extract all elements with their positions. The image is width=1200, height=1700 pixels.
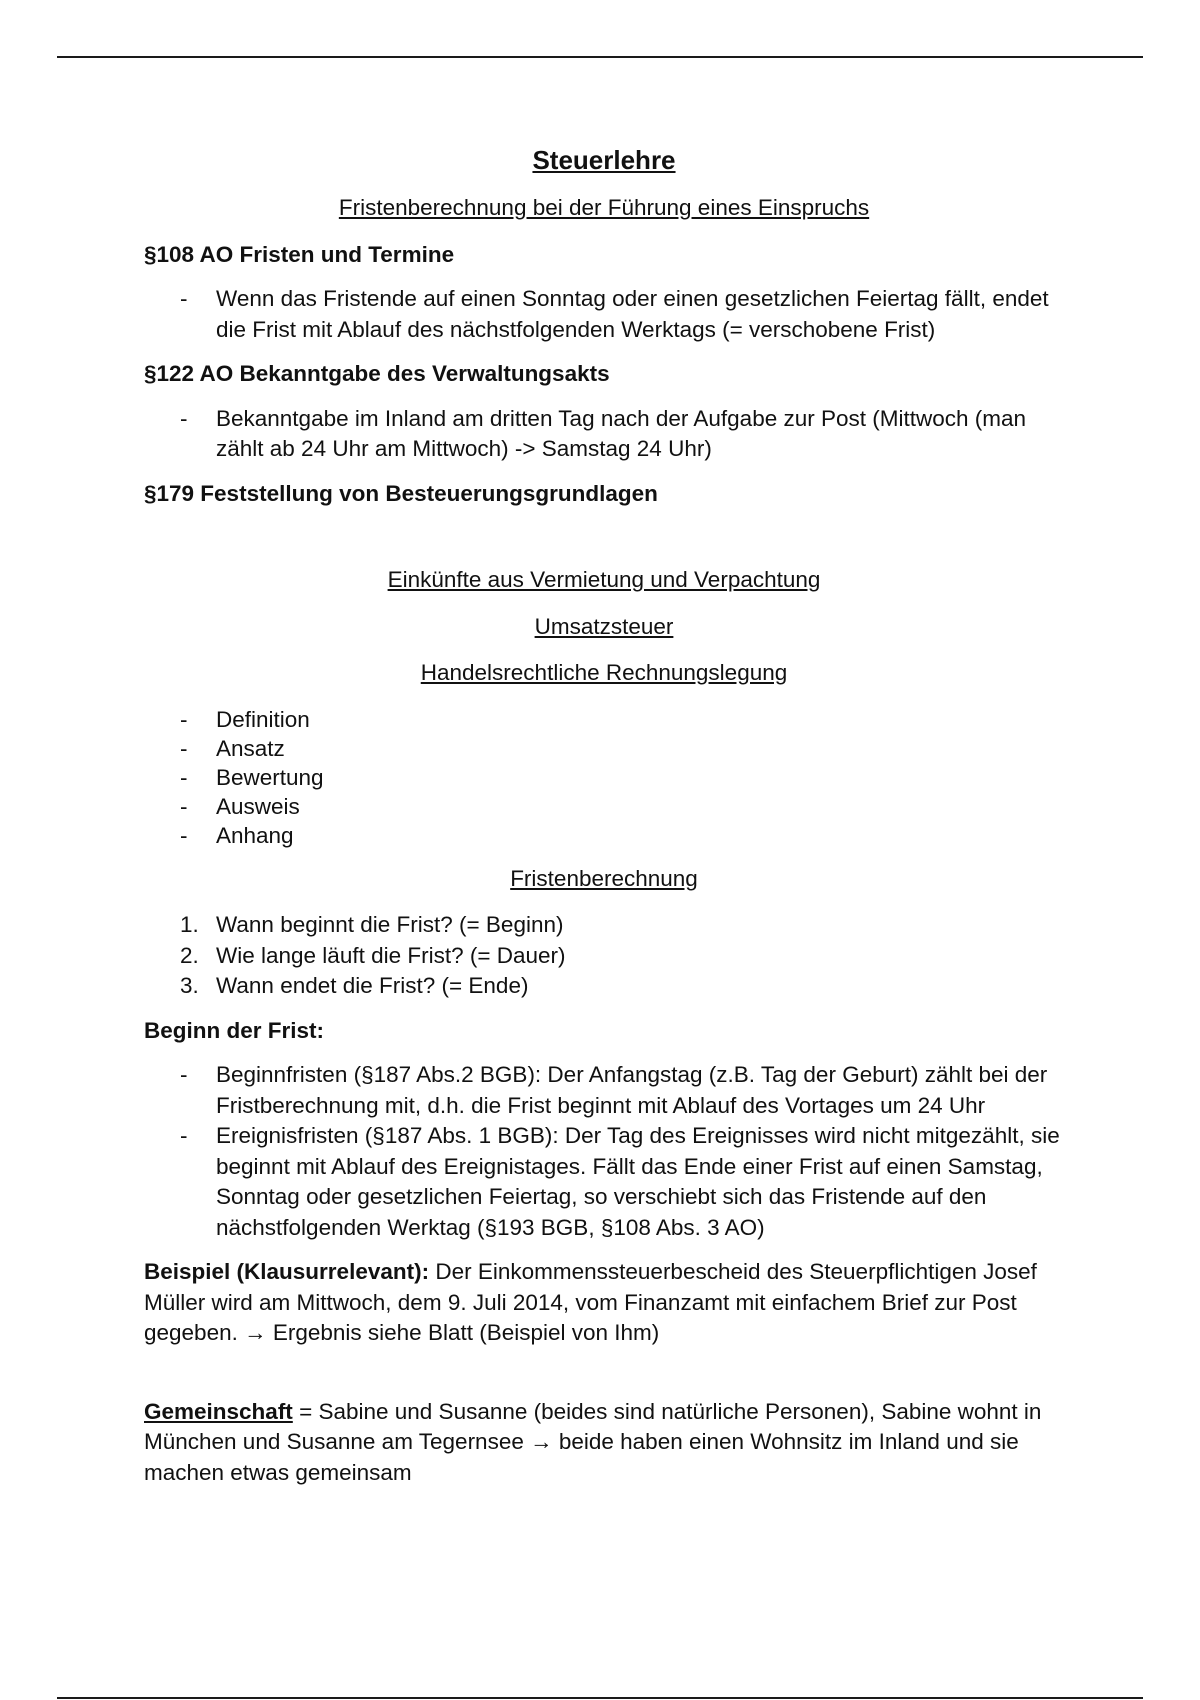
spacer: [144, 523, 1064, 565]
gemeinschaft-paragraph: [144, 1397, 1064, 1489]
list-item-text: Bekanntgabe im Inland am dritten Tag nach der Aufgabe zur Post (Mittwoch (man zählt ab 24 Uhr am Mittwoch) -> Samstag 24 Uhr): [216, 405, 1027, 461]
list-item-text: Definition: [216, 706, 310, 732]
dash-marker: -: [180, 793, 188, 819]
list-item-text: Bewertung: [216, 764, 324, 790]
list-beginn: [144, 1060, 1064, 1243]
list-item: [144, 821, 1064, 850]
beispiel-paragraph: [144, 1257, 1064, 1349]
top-rule: [57, 56, 1143, 58]
spacer: [144, 1363, 1064, 1397]
list-item-text: Wie lange läuft die Frist? (= Dauer): [216, 942, 566, 968]
number-marker: 2.: [180, 942, 199, 968]
topic-handelsrecht: Handelsrechtliche Rechnungslegung: [420, 660, 788, 685]
list-item-text: Wann endet die Frist? (= Ende): [216, 973, 529, 998]
bottom-rule: [57, 1697, 1143, 1699]
page-subtitle: Fristenberechnung bei der Führung eines Einspruchs: [338, 195, 870, 220]
document-body: [144, 140, 1064, 1502]
topic-vermietung: Einkünfte aus Vermietung und Verpachtung: [387, 567, 821, 592]
list-item: [144, 1121, 1064, 1243]
dash-marker: -: [180, 286, 188, 311]
topic-fristenberechnung: Fristenberechnung: [510, 865, 698, 891]
page-title: Steuerlehre: [532, 145, 676, 175]
topic-umsatzsteuer: Umsatzsteuer: [534, 613, 674, 639]
dash-marker: -: [180, 1123, 188, 1148]
list-item: [144, 1060, 1064, 1121]
list-item: [144, 792, 1064, 821]
gemeinschaft-label: Gemeinschaft: [144, 1398, 293, 1424]
number-marker: 1.: [180, 912, 199, 937]
list-item-text: Ansatz: [216, 735, 285, 761]
beispiel-label: Beispiel (Klausurrelevant):: [144, 1259, 430, 1284]
list-item: [144, 284, 1064, 345]
list-item: [144, 941, 1064, 972]
number-marker: 3.: [180, 973, 199, 998]
list-item-text: Wenn das Fristende auf einen Sonntag oder einen gesetzlichen Feiertag fällt, endet die Frist mit Ablauf des nächstfolgenden Werktags (= verschobene Frist): [216, 286, 1049, 342]
dash-marker: -: [180, 735, 188, 761]
list-item-text: Wann beginnt die Frist? (= Beginn): [216, 912, 564, 937]
dash-marker: -: [180, 764, 188, 790]
dash-marker: -: [180, 1062, 188, 1087]
section-heading-108: §108 AO Fristen und Termine: [144, 241, 455, 267]
list-108: [144, 284, 1064, 345]
list-item: [144, 971, 1064, 1002]
dash-marker: -: [180, 822, 188, 848]
dash-marker: -: [180, 405, 188, 431]
list-fristenberechnung: [144, 910, 1064, 1002]
list-item: [144, 734, 1064, 763]
list-item-text: Anhang: [216, 822, 294, 848]
list-122: [144, 404, 1064, 465]
list-item: [144, 910, 1064, 941]
beispiel-text: Der Einkommenssteuerbescheid des Steuerpflichtigen Josef Müller wird am Mittwoch, dem 9. Juli 2014, vom Finanzamt mit einfachem Brief zur Post gegeben. → Ergebnis siehe Blatt (Beispiel von Ihm): [144, 1259, 1037, 1345]
dash-marker: -: [180, 706, 188, 732]
section-heading-122: §122 AO Bekanntgabe des Verwaltungsakts: [144, 361, 610, 386]
list-handelsrecht: [144, 705, 1064, 850]
section-heading-beginn: Beginn der Frist:: [144, 1017, 325, 1043]
list-item-text: Ereignisfristen (§187 Abs. 1 BGB): Der Tag des Ereignisses wird nicht mitgezählt, sie beginnt mit Ablauf des Ereignistages. Fällt das Ende einer Frist auf einen Samstag, Sonntag oder gesetzlichen Feiertag, so verschiebt sich das Fristende auf den nächstfolgenden Werktag (§193 BGB, §108 Abs. 3 AO): [216, 1123, 1060, 1240]
section-heading-179: §179 Feststellung von Besteuerungsgrundlagen: [144, 480, 658, 506]
list-item-text: Ausweis: [216, 793, 300, 819]
list-item: [144, 404, 1064, 465]
list-item-text: Beginnfristen (§187 Abs.2 BGB): Der Anfangstag (z.B. Tag der Geburt) zählt bei der Fristberechnung mit, d.h. die Frist beginnt mit Ablauf des Vortages um 24 Uhr: [216, 1062, 1048, 1118]
list-item: [144, 763, 1064, 792]
list-item: [144, 705, 1064, 734]
gemeinschaft-text: = Sabine und Susanne (beides sind natürliche Personen), Sabine wohnt in München und Susanne am Tegernsee → beide haben einen Wohnsitz im Inland und sie machen etwas gemeinsam: [144, 1398, 1042, 1485]
